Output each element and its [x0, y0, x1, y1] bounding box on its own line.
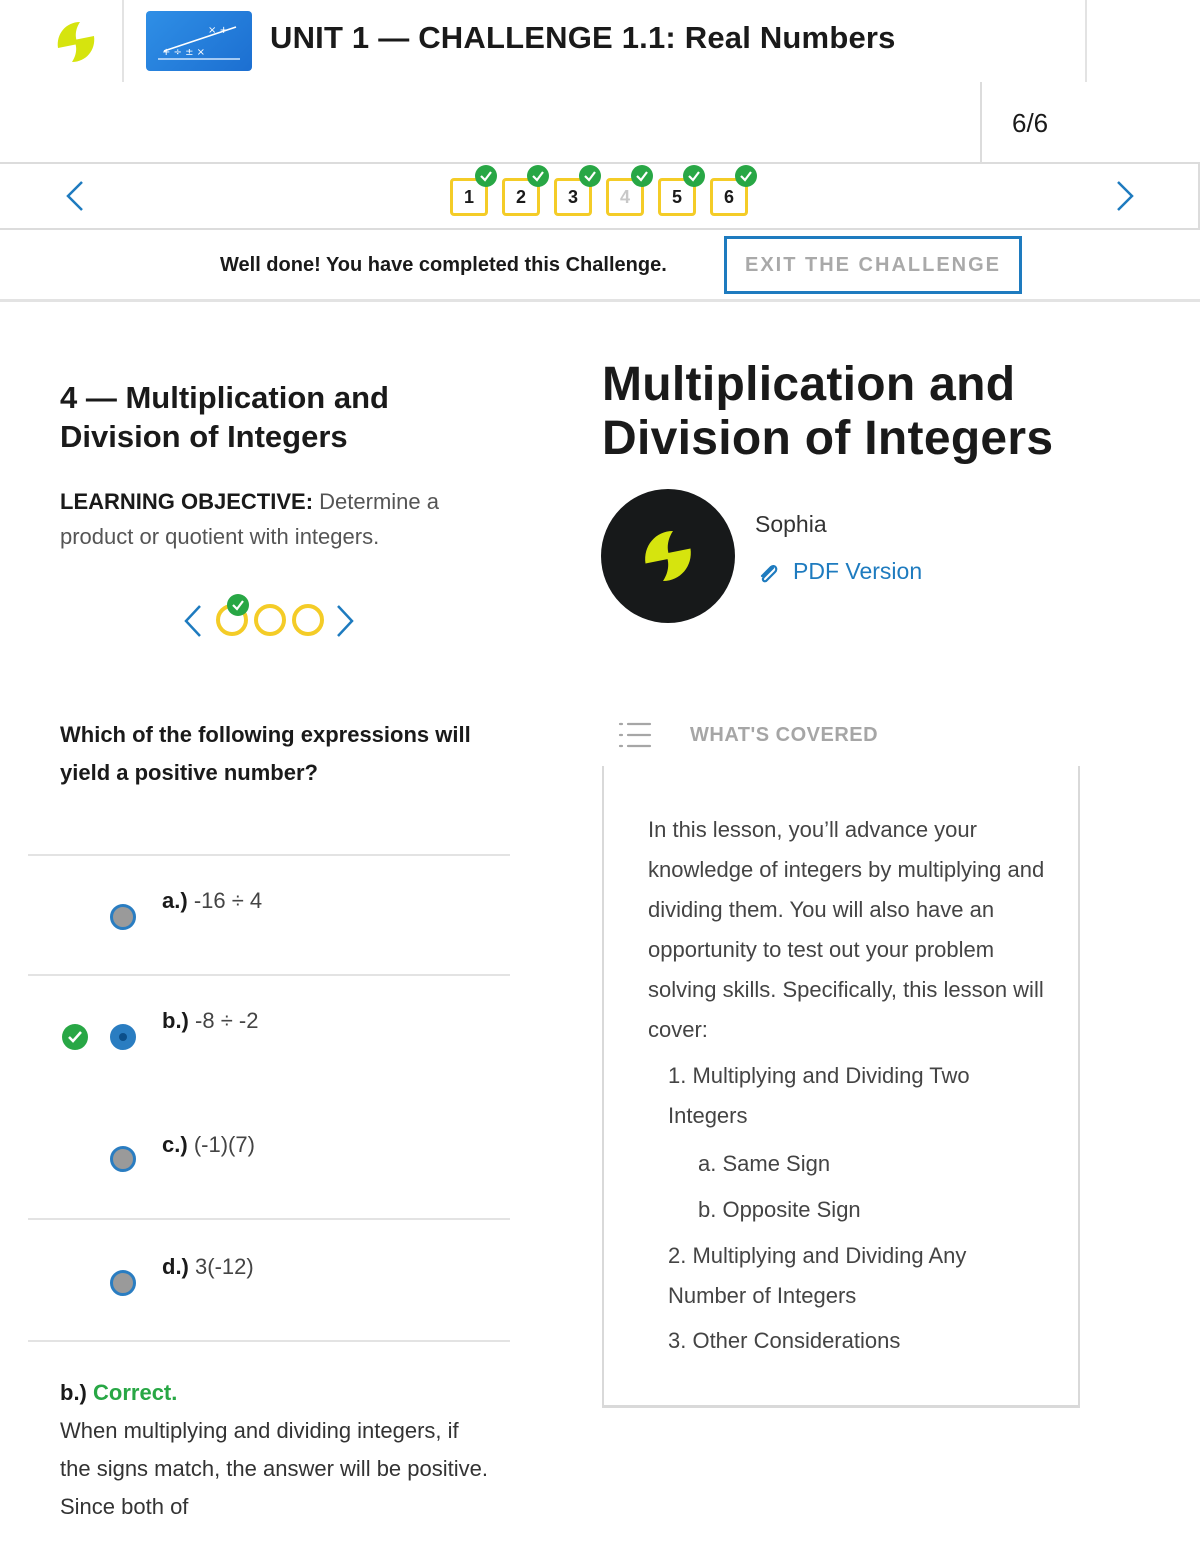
number-line-icon [146, 11, 252, 71]
header-divider-right [1085, 0, 1087, 82]
completion-message: Well done! You have completed this Challenge. [220, 254, 667, 276]
choice-letter: b.) [162, 1008, 189, 1033]
question-text: Which of the following expressions will yield a positive number? [60, 722, 471, 785]
radio-button-d[interactable] [110, 1270, 136, 1296]
svg-text:× +: × + [208, 25, 228, 36]
radio-button-c[interactable] [110, 1146, 136, 1172]
progress-count: 6/6 [1012, 108, 1049, 138]
next-question-chevron-icon[interactable] [1106, 178, 1142, 214]
lesson-title: 4 — Multiplication and Division of Integers [60, 380, 389, 454]
pdf-version-link[interactable] [755, 558, 922, 586]
question-dot-2[interactable] [254, 604, 286, 636]
whats-covered-heading: WHAT'S COVERED [690, 724, 879, 746]
unit-thumbnail [146, 11, 252, 71]
completed-check-icon [579, 165, 601, 187]
radio-button-a[interactable] [110, 904, 136, 930]
learning-objective [60, 484, 500, 554]
author-name: Sophia [755, 511, 827, 537]
progress-row [0, 82, 1200, 164]
outline-item-1a: a. Same Sign [698, 1151, 831, 1176]
question-box-label: 4 [619, 187, 630, 207]
outline-item-1: 1. Multiplying and Dividing Two Integers [668, 1063, 970, 1128]
question-dot-3[interactable] [292, 604, 324, 636]
choice-expression: -16 ÷ 4 [193, 888, 263, 913]
sophia-logo-icon [638, 526, 698, 586]
question-box-6[interactable] [710, 178, 748, 216]
choice-expression: -8 ÷ -2 [195, 1008, 259, 1033]
next-dot-chevron-icon[interactable] [334, 604, 356, 638]
outline-item-1b: b. Opposite Sign [698, 1197, 861, 1222]
completed-check-icon [527, 165, 549, 187]
choice-expression: (-1)(7) [193, 1132, 255, 1157]
divider [28, 1340, 510, 1342]
choice-label-d [162, 1254, 254, 1280]
completed-check-icon [475, 165, 497, 187]
question-box-label: 1 [463, 187, 474, 207]
choice-expression: 3(-12) [195, 1254, 254, 1279]
exit-challenge-button[interactable]: EXIT THE CHALLENGE [724, 236, 1022, 294]
choice-label-c [162, 1132, 255, 1158]
whats-covered-header [616, 716, 1096, 756]
question-navigation [0, 164, 1200, 230]
question-box-3[interactable] [554, 178, 592, 216]
question-box-label: 3 [567, 187, 578, 207]
paperclip-icon [755, 560, 781, 586]
question-box-5[interactable] [658, 178, 696, 216]
top-header [0, 0, 1200, 82]
unit-title: UNIT 1 — CHALLENGE 1.1: Real Numbers [270, 20, 896, 55]
question-box-label: 5 [671, 187, 682, 207]
choice-label-a [162, 888, 262, 914]
choice-label-b [162, 1008, 258, 1034]
feedback-letter: b.) [60, 1380, 87, 1405]
previous-dot-chevron-icon[interactable] [182, 604, 204, 638]
pdf-version-label: PDF Version [793, 558, 923, 584]
author-avatar [601, 489, 735, 623]
radio-button-b-selected[interactable] [110, 1024, 136, 1050]
completed-check-icon [227, 594, 249, 616]
answer-feedback [60, 1374, 490, 1526]
svg-text:+ ÷ ± ×: + ÷ ± × [162, 47, 206, 58]
choice-letter: d.) [162, 1254, 189, 1279]
question-box-4-current[interactable] [606, 178, 644, 216]
choice-letter: c.) [162, 1132, 188, 1157]
answer-choice-b[interactable] [28, 976, 510, 1086]
completion-banner [0, 230, 1200, 302]
question-dot-navigation [180, 596, 360, 644]
objective-label: LEARNING OBJECTIVE: [60, 489, 314, 514]
question-box-label: 6 [723, 187, 734, 207]
question-box-label: 2 [515, 187, 526, 207]
answer-choice-a[interactable] [28, 856, 510, 966]
question-box-1[interactable] [450, 178, 488, 216]
answer-choice-d[interactable] [28, 1220, 510, 1330]
list-icon [618, 720, 652, 750]
covered-intro: In this lesson, you’ll advance your knowledge of integers by multiplying and dividing them. You will also have an opportunity to test out your problem solving skills. Specifically, this lesson will cover: [648, 817, 1045, 1042]
outline-item-3: 3. Other Considerations [668, 1328, 901, 1353]
completed-check-icon [683, 165, 705, 187]
previous-question-chevron-icon[interactable] [58, 178, 94, 214]
feedback-explanation: When multiplying and dividing integers, if the signs match, the answer will be positive. Since both of [60, 1418, 488, 1519]
progress-cell [980, 82, 1170, 162]
tutorial-title: Multiplication and Division of Integers [602, 358, 1054, 465]
outline-item-2: 2. Multiplying and Dividing Any Number of Integers [668, 1243, 967, 1308]
completed-check-icon [631, 165, 653, 187]
header-divider [122, 0, 124, 82]
feedback-status: Correct. [93, 1380, 178, 1405]
question-box-2[interactable] [502, 178, 540, 216]
objective-text: Determine a product or quotient with integers. [60, 489, 439, 549]
choice-letter: a.) [162, 888, 188, 913]
sophia-logo-icon[interactable] [52, 18, 100, 66]
correct-check-icon [62, 1024, 88, 1050]
answer-choice-c[interactable] [28, 1098, 510, 1208]
completed-check-icon [735, 165, 757, 187]
whats-covered-box [602, 766, 1080, 1408]
